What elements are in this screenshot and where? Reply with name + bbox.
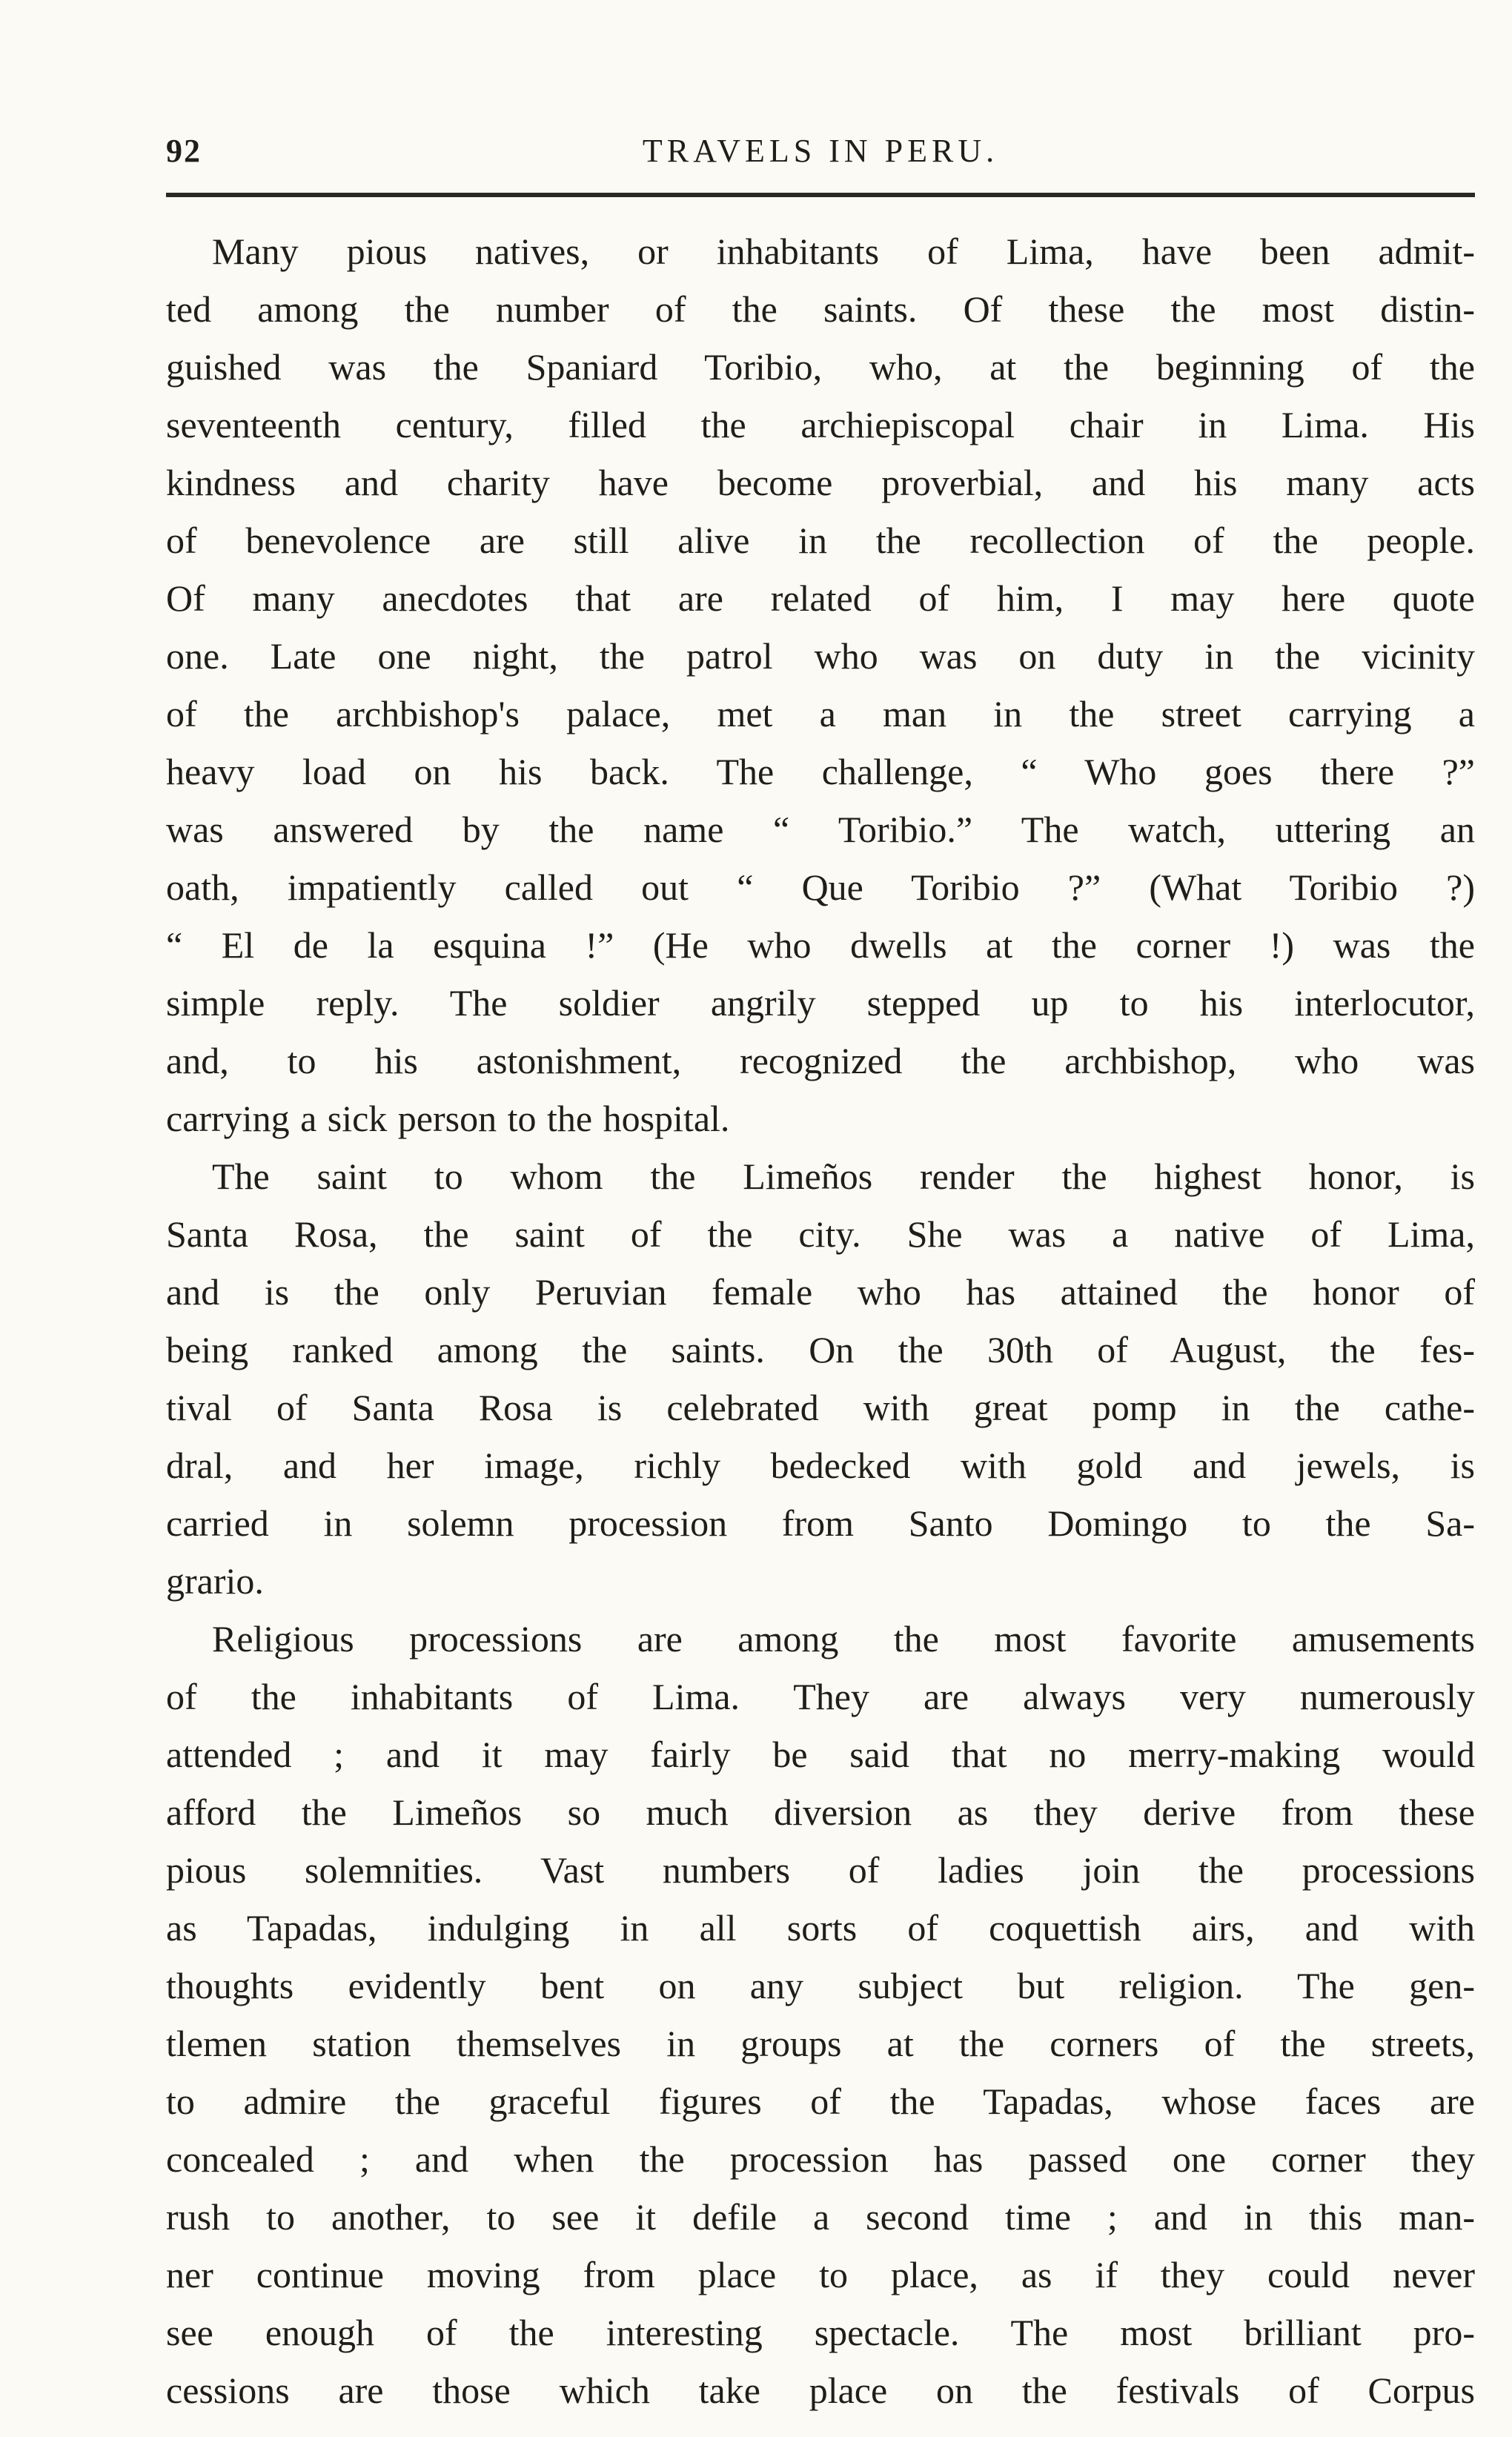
text-line: thoughts evidently bent on any subject but religion. The gen- — [166, 1965, 1475, 2006]
text-line: Santa Rosa, the saint of the city. She was a native of Lima, — [166, 1213, 1475, 1255]
page-number: 92 — [166, 133, 202, 169]
page-body — [166, 222, 1475, 2419]
text-line: and is the only Peruvian female who has attained the honor of — [166, 1271, 1475, 1313]
text-line: tlemen station themselves in groups at the corners of the streets, — [166, 2023, 1475, 2064]
text-line: one. Late one night, the patrol who was on duty in the vicinity — [166, 635, 1475, 677]
text-line: of benevolence are still alive in the recollection of the people. — [166, 520, 1475, 561]
text-line: ted among the number of the saints. Of these the most distin- — [166, 288, 1475, 330]
text-line: The saint to whom the Limeños render the highest honor, is — [212, 1155, 1475, 1197]
text-line: Many pious natives, or inhabitants of Lima, have been admit- — [212, 231, 1475, 272]
text-line: of the inhabitants of Lima. They are always very numerously — [166, 1676, 1475, 1717]
text-line: Religious processions are among the most favorite amusements — [212, 1618, 1475, 1660]
text-line: and, to his astonishment, recognized the archbishop, who was — [166, 1040, 1475, 1081]
text-line: of the archbishop's palace, met a man in the street carrying a — [166, 693, 1475, 735]
running-header-title: TRAVELS IN PERU. — [642, 133, 999, 169]
text-line: was answered by the name “ Toribio.” The watch, uttering an — [166, 809, 1475, 850]
text-line: carrying a sick person to the hospital. — [166, 1098, 730, 1139]
text-line: Of many anecdotes that are related of him, I may here quote — [166, 577, 1475, 619]
text-line: oath, impatiently called out “ Que Toribio ?” (What Toribio ?) — [166, 866, 1475, 908]
page-content — [166, 130, 1475, 2419]
text-line: grario. — [166, 1560, 264, 1602]
text-line: heavy load on his back. The challenge, “ Who goes there ?” — [166, 751, 1475, 792]
text-line: dral, and her image, richly bedecked with gold and jewels, is — [166, 1445, 1475, 1486]
text-line: carried in solemn procession from Santo Domingo to the Sa- — [166, 1502, 1475, 1544]
text-line: to admire the graceful figures of the Tapadas, whose faces are — [166, 2080, 1475, 2122]
text-line: rush to another, to see it defile a second time ; and in this man- — [166, 2196, 1475, 2238]
text-line: tival of Santa Rosa is celebrated with great pomp in the cathe- — [166, 1387, 1475, 1428]
running-header-row — [166, 130, 1475, 172]
text-line: simple reply. The soldier angrily stepped up to his interlocutor, — [166, 982, 1475, 1024]
text-line: afford the Limeños so much diversion as they derive from these — [166, 1791, 1475, 1833]
text-line: pious solemnities. Vast numbers of ladies join the processions — [166, 1849, 1475, 1891]
text-line: concealed ; and when the procession has passed one corner they — [166, 2138, 1475, 2180]
text-line: seventeenth century, filled the archiepiscopal chair in Lima. His — [166, 404, 1475, 445]
text-line: see enough of the interesting spectacle. The most brilliant pro- — [166, 2312, 1475, 2353]
text-line: as Tapadas, indulging in all sorts of coquettish airs, and with — [166, 1907, 1475, 1949]
text-line: kindness and charity have become proverbial, and his many acts — [166, 462, 1475, 503]
text-line: guished was the Spaniard Toribio, who, at the beginning of the — [166, 346, 1475, 388]
text-line: being ranked among the saints. On the 30th of August, the fes- — [166, 1329, 1475, 1370]
text-line: cessions are those which take place on the festivals of Corpus — [166, 2370, 1475, 2411]
text-line: ner continue moving from place to place, as if they could never — [166, 2254, 1475, 2295]
header-rule — [166, 193, 1475, 197]
text-line: attended ; and it may fairly be said that no merry-making would — [166, 1734, 1475, 1775]
text-line: “ El de la esquina !” (He who dwells at the corner !) was the — [166, 924, 1475, 966]
